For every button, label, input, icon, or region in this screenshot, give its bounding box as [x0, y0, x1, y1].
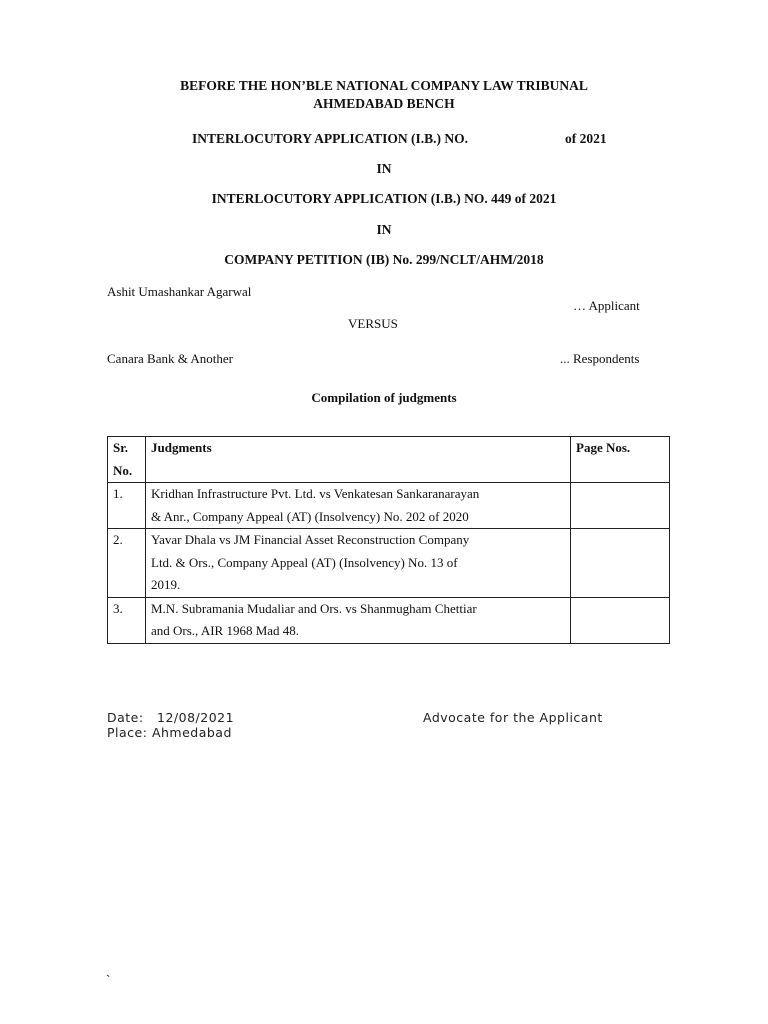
- judgment-line: 2019.: [151, 577, 181, 592]
- bench-title: AHMEDABAD BENCH: [313, 96, 455, 111]
- place-line: [107, 725, 232, 740]
- place-value: Ahmedabad: [151, 725, 232, 740]
- date-line: [107, 710, 234, 725]
- compilation-title: Compilation of judgments: [311, 390, 457, 405]
- judgment-line: M.N. Subramania Mudaliar and Ors. vs Shanmugham Chettiar: [151, 600, 477, 616]
- table-row: [108, 597, 670, 643]
- respondent-label: ... Respondents: [560, 351, 640, 366]
- sr-cell: 2.: [108, 529, 146, 598]
- applicant-name: Ashit Umashankar Agarwal: [107, 284, 252, 299]
- advocate-signature-label: Advocate for the Applicant: [423, 710, 603, 725]
- company-petition-title: COMPANY PETITION (IB) No. 299/NCLT/AHM/2018: [224, 252, 544, 267]
- date-label: Date:: [107, 710, 144, 725]
- ia-year-blank: of 2021: [565, 131, 607, 146]
- respondent-name: Canara Bank & Another: [107, 351, 233, 366]
- ia-449-title: INTERLOCUTORY APPLICATION (I.B.) NO. 449 of 2021: [211, 191, 557, 206]
- judgment-line: Ltd. & Ors., Company Appeal (AT) (Insolvency) No. 13 of: [151, 554, 458, 570]
- versus-label: VERSUS: [348, 316, 398, 331]
- judgment-cell: [146, 529, 571, 598]
- stray-mark: `: [106, 972, 111, 987]
- judgment-cell: [146, 597, 571, 643]
- place-label: Place:: [107, 725, 148, 740]
- date-value: 12/08/2021: [157, 710, 235, 725]
- judgment-line: Kridhan Infrastructure Pvt. Ltd. vs Venkatesan Sankaranarayan: [151, 486, 480, 501]
- ia-number-blank: INTERLOCUTORY APPLICATION (I.B.) NO.: [192, 131, 469, 146]
- sr-no-header: [108, 437, 146, 483]
- page-cell: [571, 483, 670, 529]
- page-cell: [571, 597, 670, 643]
- tribunal-title: BEFORE THE HON’BLE NATIONAL COMPANY LAW TRIBUNAL: [180, 78, 588, 93]
- page-cell: [571, 529, 670, 598]
- table-row: [108, 529, 670, 598]
- judgments-table: [107, 436, 670, 644]
- judgment-line: & Anr., Company Appeal (AT) (Insolvency) No. 202 of 2020: [151, 508, 469, 524]
- applicant-label: … Applicant: [573, 298, 640, 313]
- in-connector-1: IN: [376, 161, 392, 176]
- sr-cell: 3.: [108, 597, 146, 643]
- judgment-line: and Ors., AIR 1968 Mad 48.: [151, 623, 300, 638]
- judgments-header: Judgments: [146, 437, 571, 483]
- in-connector-2: IN: [376, 222, 392, 237]
- sr-cell: 1.: [108, 483, 146, 529]
- sr-header-line-2: No.: [113, 462, 133, 478]
- table-header-row: [108, 437, 670, 483]
- judgment-line: Yavar Dhala vs JM Financial Asset Reconstruction Company: [151, 532, 470, 547]
- judgment-cell: [146, 483, 571, 529]
- table-row: [108, 483, 670, 529]
- sr-header-line-1: Sr.: [113, 440, 129, 455]
- page-nos-header: Page Nos.: [571, 437, 670, 483]
